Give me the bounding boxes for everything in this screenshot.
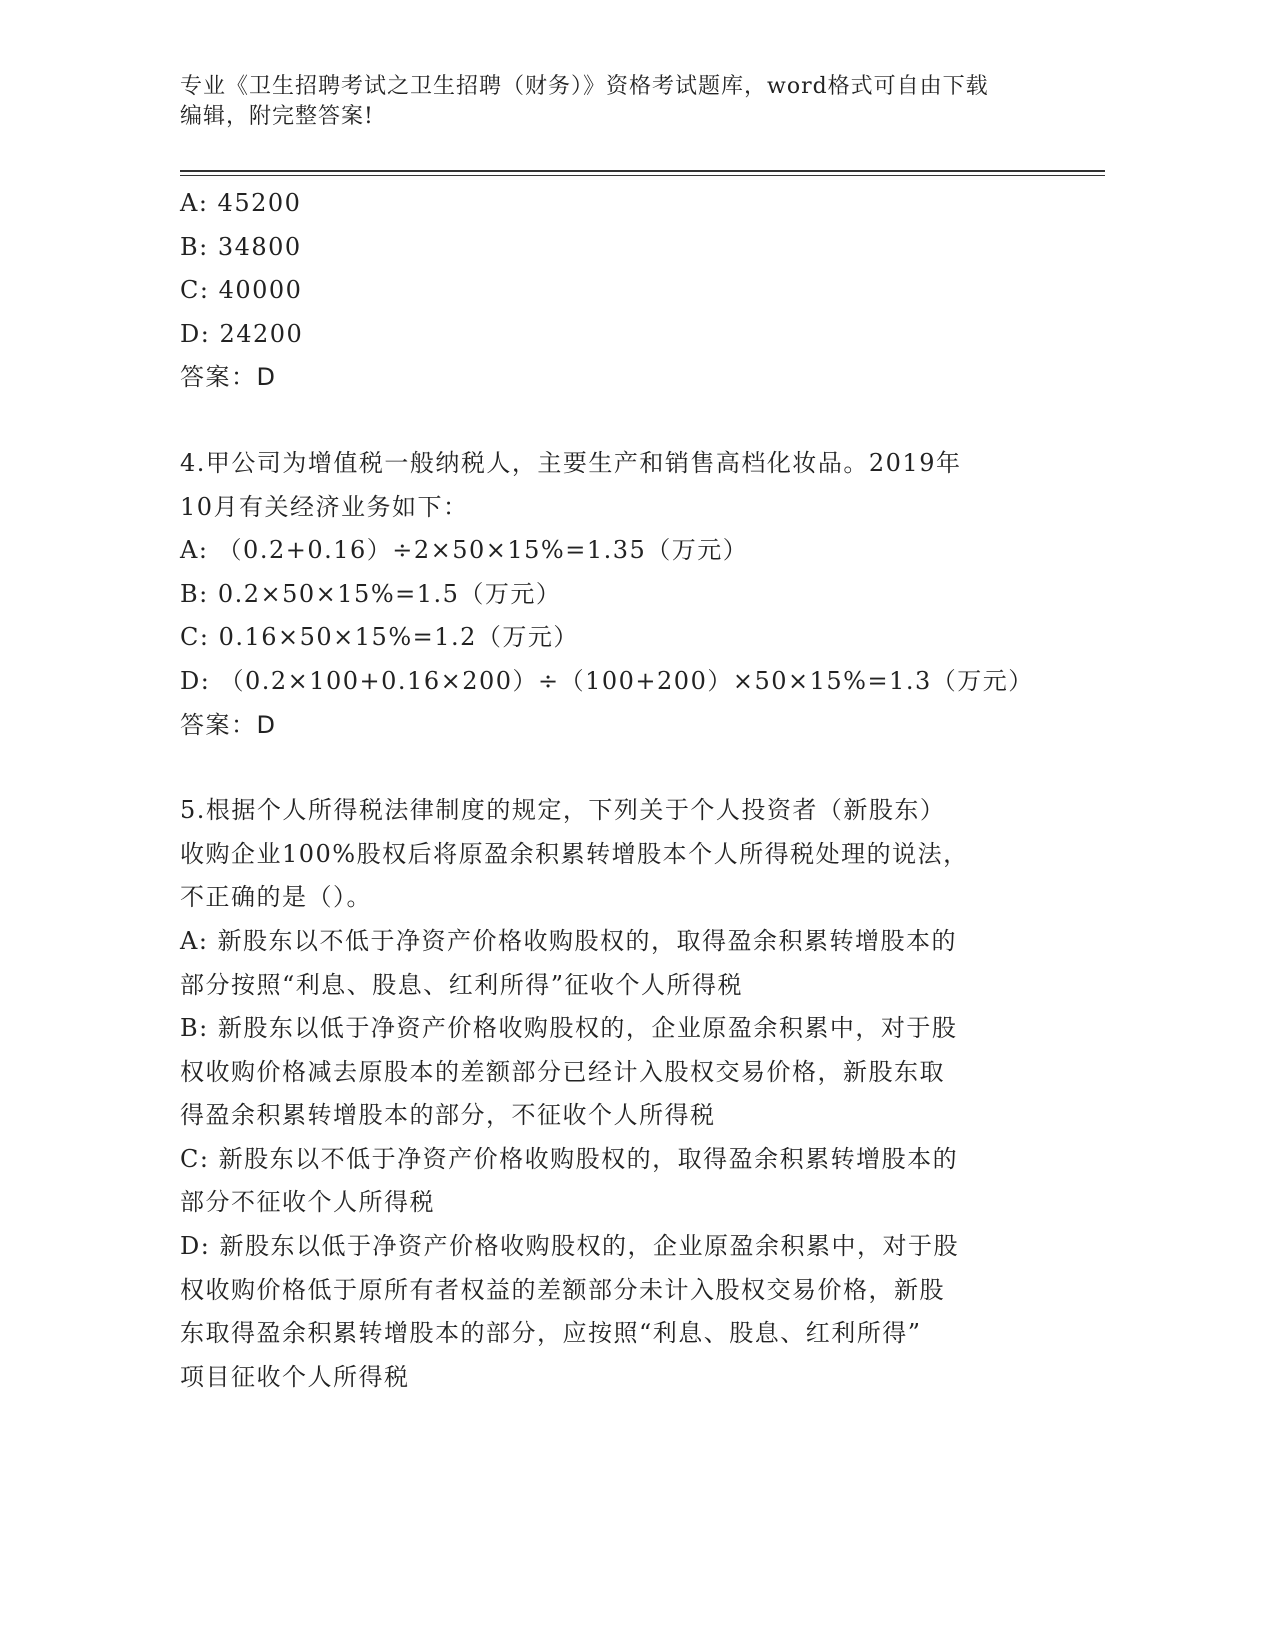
q5-option-d-line-4: 项目征收个人所得税	[180, 1362, 410, 1391]
q5-option-d-line-3: 东取得盈余积累转增股本的部分，应按照“利息、股息、红利所得”	[180, 1319, 922, 1348]
q3-option-a: A: 45200	[180, 189, 302, 217]
header-line-2: 编辑，附完整答案!	[180, 104, 374, 129]
q3-option-d: D: 24200	[180, 319, 304, 348]
q5-option-b-line-3: 得盈余积累转增股本的部分，不征收个人所得税	[180, 1101, 716, 1130]
q5-option-b-line-2: 权收购价格减去原股本的差额部分已经计入股权交易价格，新股东取	[180, 1057, 945, 1086]
q4-option-c: C: 0.16×50×15%=1.2（万元）	[180, 623, 579, 652]
q5-option-c-line-1: C: 新股东以不低于净资产价格收购股权的，取得盈余积累转增股本的	[180, 1144, 959, 1173]
question-3-block	[180, 182, 1040, 400]
q5-stem-line-3: 不正确的是（）。	[180, 883, 372, 912]
q4-option-a: A: （0.2+0.16）÷2×50×15%=1.35（万元）	[180, 536, 749, 565]
q3-answer: 答案：D	[180, 363, 277, 392]
q5-stem-line-2: 收购企业100%股权后将原盈余积累转增股本个人所得税处理的说法，	[180, 839, 969, 868]
spacer	[180, 400, 1040, 442]
question-5-block	[180, 789, 1040, 1399]
q3-option-b: B: 34800	[180, 232, 302, 261]
q3-option-c: C: 40000	[180, 276, 303, 305]
q5-stem-line-1: 5.根据个人所得税法律制度的规定，下列关于个人投资者（新股东）	[180, 796, 946, 825]
header-line-1: 专业《卫生招聘考试之卫生招聘（财务）》资格考试题库，word格式可自由下载	[180, 74, 989, 99]
q5-option-d-line-1: D: 新股东以低于净资产价格收购股权的，企业原盈余积累中，对于股	[180, 1232, 959, 1261]
document-header	[180, 72, 1040, 132]
q5-option-c-line-2: 部分不征收个人所得税	[180, 1188, 435, 1217]
q4-option-b: B: 0.2×50×15%=1.5（万元）	[180, 579, 562, 608]
header-divider-thin	[180, 175, 1105, 176]
q5-option-d-line-2: 权收购价格低于原所有者权益的差额部分未计入股权交易价格，新股	[180, 1275, 945, 1304]
q4-option-d: D: （0.2×100+0.16×200）÷（100+200）×50×15%=1.3（万元）	[180, 666, 1034, 695]
header-divider	[180, 170, 1105, 172]
q4-stem-line-1: 4.甲公司为增值税一般纳税人，主要生产和销售高档化妆品。2019年	[180, 448, 962, 477]
question-content	[180, 182, 1040, 1399]
q5-option-a-line-1: A: 新股东以不低于净资产价格收购股权的，取得盈余积累转增股本的	[180, 926, 958, 955]
q4-answer: 答案：D	[180, 710, 277, 739]
q5-option-a-line-2: 部分按照“利息、股息、红利所得”征收个人所得税	[180, 970, 744, 999]
question-4-block	[180, 442, 1040, 747]
spacer	[180, 747, 1040, 789]
q4-stem-line-2: 10月有关经济业务如下：	[180, 492, 469, 521]
q5-option-b-line-1: B: 新股东以低于净资产价格收购股权的，企业原盈余积累中，对于股	[180, 1014, 958, 1043]
